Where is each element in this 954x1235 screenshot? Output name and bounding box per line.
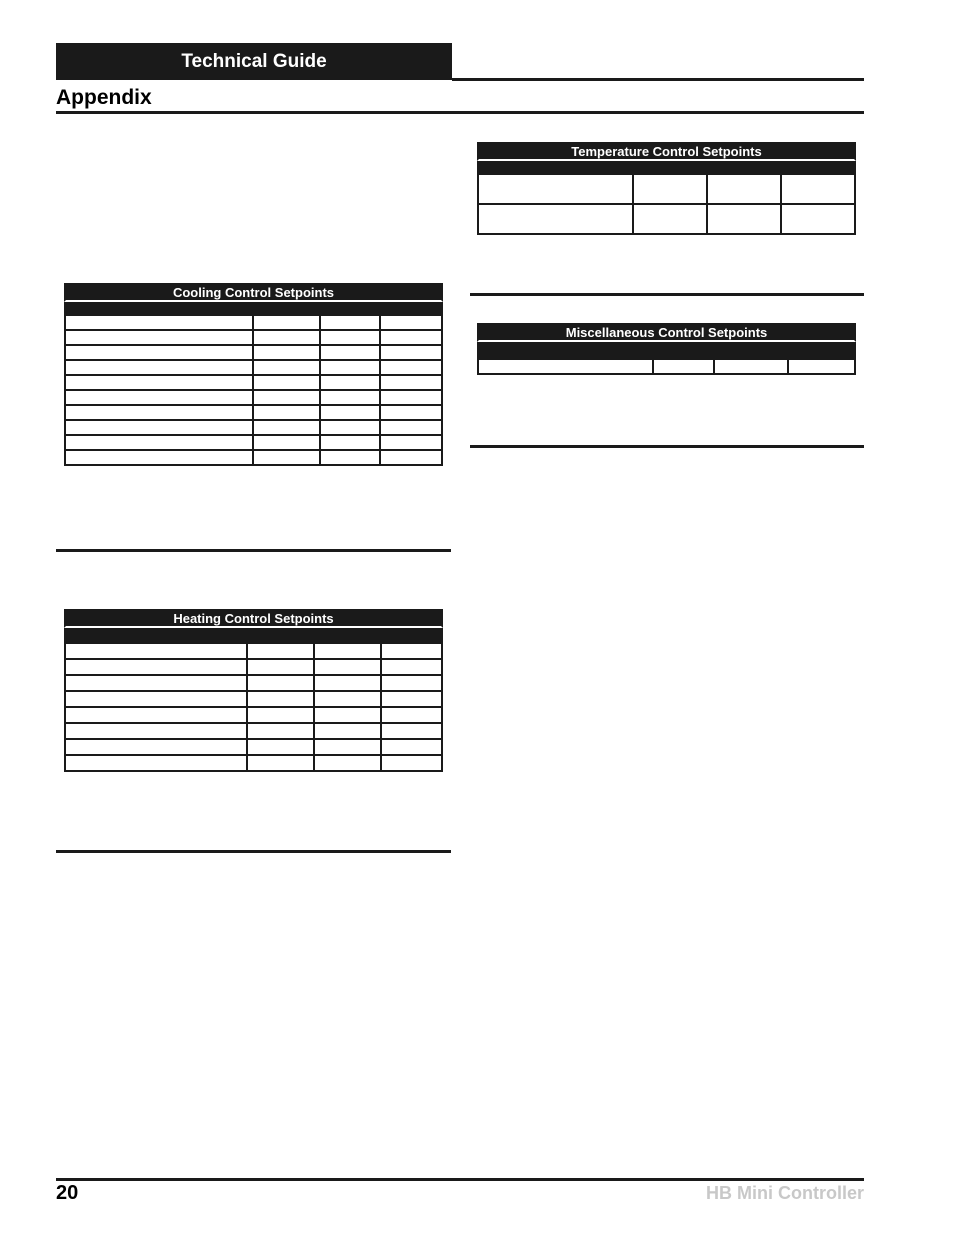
divider-rule (56, 850, 451, 853)
table-cell (478, 359, 653, 374)
table-cell (253, 315, 320, 330)
table-cell (320, 375, 380, 390)
table-cell (380, 405, 442, 420)
table-cell (247, 755, 314, 771)
table-caption: Temperature Control Setpoints (477, 142, 856, 161)
table-row (65, 675, 442, 691)
table-cell (247, 691, 314, 707)
table-cell (247, 659, 314, 675)
table-cell (320, 345, 380, 360)
table-cell (381, 659, 442, 675)
table-cell (707, 174, 781, 204)
table-cell (65, 315, 253, 330)
header-rule (452, 78, 864, 81)
table-cell (381, 707, 442, 723)
table-row (65, 707, 442, 723)
table-cell (320, 420, 380, 435)
table-cell (380, 345, 442, 360)
table-cell (380, 450, 442, 465)
footer-rule (56, 1178, 864, 1181)
section-rule (56, 111, 864, 114)
divider-rule (470, 293, 864, 296)
table-cell (65, 675, 247, 691)
table-cell (380, 360, 442, 375)
misc-setpoints-table (477, 323, 856, 375)
table-cell (380, 390, 442, 405)
table-cell (478, 204, 633, 234)
table-cell (381, 643, 442, 659)
table-cell (65, 723, 247, 739)
table-cell (314, 755, 381, 771)
table-cell (65, 450, 253, 465)
table-cell (253, 420, 320, 435)
table-cell (381, 739, 442, 755)
table-cell (381, 691, 442, 707)
table-cell (65, 707, 247, 723)
table-cell (314, 739, 381, 755)
table-row (65, 375, 442, 390)
table-cell (381, 723, 442, 739)
heating-setpoints-table (64, 609, 443, 772)
table-cell (320, 390, 380, 405)
table-row (65, 659, 442, 675)
cooling-setpoints-table (64, 283, 443, 466)
divider-rule (56, 549, 451, 552)
table-cell (314, 675, 381, 691)
section-title: Appendix (56, 86, 152, 109)
table-row (65, 405, 442, 420)
table-cell (253, 345, 320, 360)
table-row (65, 450, 442, 465)
table-row (65, 755, 442, 771)
table-cell (65, 330, 253, 345)
header-banner (56, 43, 452, 80)
table-row (65, 723, 442, 739)
divider-rule (470, 445, 864, 448)
table-cell (247, 723, 314, 739)
table-cell (65, 435, 253, 450)
table-cell (380, 330, 442, 345)
table-cell (65, 691, 247, 707)
table-cell (381, 675, 442, 691)
table-cell (314, 707, 381, 723)
table-cell (320, 315, 380, 330)
table-cell (65, 360, 253, 375)
page-number: 20 (56, 1182, 79, 1204)
table-cell (707, 204, 781, 234)
table-cell (253, 390, 320, 405)
table-cell (314, 691, 381, 707)
table-cell (65, 755, 247, 771)
table-row (478, 174, 855, 204)
table-cell (320, 405, 380, 420)
temperature-setpoints-table (477, 142, 856, 235)
table-cell (253, 405, 320, 420)
table-row (65, 643, 442, 659)
table-cell (65, 345, 253, 360)
table-cell (65, 643, 247, 659)
table-cell (633, 204, 707, 234)
table-cell (380, 435, 442, 450)
table-cell (714, 359, 788, 374)
table-row (65, 435, 442, 450)
table-cell (788, 359, 855, 374)
header-title: Technical Guide (181, 50, 327, 72)
table-cell (633, 174, 707, 204)
table-cell (247, 707, 314, 723)
table-cell (320, 330, 380, 345)
table-row (65, 315, 442, 330)
table-cell (65, 739, 247, 755)
table-cell (253, 435, 320, 450)
table-cell (247, 739, 314, 755)
table-cell (314, 659, 381, 675)
table-cell (380, 315, 442, 330)
table-cell (65, 420, 253, 435)
table-cell (253, 375, 320, 390)
table-cell (247, 675, 314, 691)
table-caption: Heating Control Setpoints (64, 609, 443, 628)
product-name: HB Mini Controller (706, 1183, 864, 1203)
table-row (478, 204, 855, 234)
table-cell (653, 359, 714, 374)
table-row (65, 330, 442, 345)
table-row (65, 739, 442, 755)
table-cell (781, 174, 855, 204)
table-row (65, 691, 442, 707)
table-cell (65, 405, 253, 420)
table-cell (253, 330, 320, 345)
table-cell (65, 375, 253, 390)
table-cell (320, 360, 380, 375)
table-cell (247, 643, 314, 659)
table-cell (253, 450, 320, 465)
table-cell (65, 659, 247, 675)
table-cell (320, 450, 380, 465)
table-row (65, 420, 442, 435)
table-cell (320, 435, 380, 450)
table-row (65, 360, 442, 375)
table-cell (478, 174, 633, 204)
table-cell (65, 390, 253, 405)
table-caption: Cooling Control Setpoints (64, 283, 443, 302)
table-cell (380, 420, 442, 435)
table-caption: Miscellaneous Control Setpoints (477, 323, 856, 342)
table-row (65, 390, 442, 405)
table-cell (380, 375, 442, 390)
table-row (65, 345, 442, 360)
table-row (478, 359, 855, 374)
table-cell (781, 204, 855, 234)
table-cell (253, 360, 320, 375)
table-cell (314, 643, 381, 659)
table-cell (314, 723, 381, 739)
table-cell (381, 755, 442, 771)
